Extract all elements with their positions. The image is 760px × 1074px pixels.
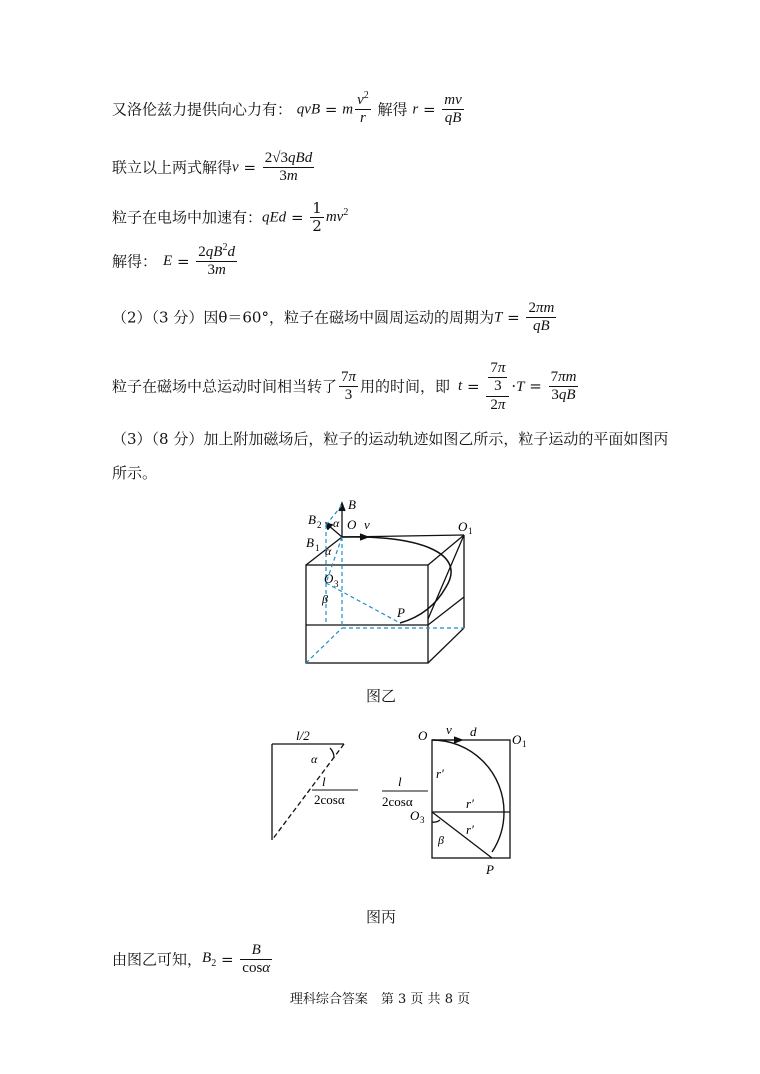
- frac-v2-r: $\frac{v^2}{r}$: [357, 90, 369, 127]
- text-part3-cont: 所示。: [112, 464, 158, 482]
- equation-line-electric: 粒子在电场中加速有：qEd = $\frac{1}{2}$ $mv^2$: [112, 199, 349, 236]
- text-time-after: 用的时间，即: [360, 377, 451, 396]
- caption-bing: 图丙: [366, 908, 397, 926]
- figure-yi: [296, 497, 496, 672]
- bing-o3: O: [410, 808, 420, 823]
- formula-qvb: qvB: [296, 101, 321, 118]
- label-b: B: [348, 497, 356, 512]
- bing-right-num: l: [398, 774, 402, 789]
- page-footer: 理科综合答案 第 3 页 共 8 页: [289, 992, 471, 1007]
- label-alpha2: α: [325, 544, 332, 558]
- bing-beta: β: [438, 833, 444, 847]
- bing-d: d: [470, 724, 477, 739]
- label-o3: O: [324, 571, 334, 586]
- bing-left-alpha: α: [311, 752, 318, 766]
- frac-compound: $\frac{\frac{7\pi}{3}}{2\pi}$: [486, 360, 509, 414]
- bing-o3-sub: 3: [420, 815, 425, 825]
- bing-r3: r′: [466, 822, 474, 837]
- label-o1: O: [458, 519, 468, 534]
- text-part3: （3）（8 分）加上附加磁场后，粒子的运动轨迹如图乙所示，粒子运动的平面如图丙: [112, 430, 669, 448]
- bing-o: O: [418, 728, 428, 743]
- text-time: 粒子在磁场中总运动时间相当转了: [112, 377, 338, 396]
- frac-b2: $\frac{B}{\cos\alpha}$: [242, 942, 271, 977]
- text-from-fig: 由图乙可知，: [112, 950, 203, 969]
- frac-period: $\frac{2\pi m}{qB}$: [528, 300, 555, 335]
- bing-r1: r′: [436, 766, 444, 781]
- caption-yi: 图乙: [366, 687, 397, 705]
- frac-time-result: $\frac{7\pi m}{3qB}$: [550, 369, 577, 404]
- label-alpha: α: [333, 516, 340, 530]
- equation-line-time: 粒子在磁场中总运动时间相当转了 $\frac{7\pi}{3}$ 用的时间，即 t = $\frac{\frac{7\pi}{3}}{2\pi}$ ·T = $\frac{7\pi m}{3qB}$: [112, 360, 577, 413]
- text-period: （2）（3 分）因θ＝60°，粒子在磁场中圆周运动的周期为: [112, 308, 494, 327]
- label-b1-sub: 1: [315, 543, 320, 553]
- figure-bing-right: [378, 722, 538, 877]
- text-solve: 解得: [377, 100, 408, 119]
- frac-7pi-3: $\frac{7\pi}{3}$: [341, 369, 357, 404]
- bing-p: P: [486, 862, 494, 877]
- label-o3-sub: 3: [334, 579, 339, 589]
- label-beta: β: [322, 592, 328, 606]
- text-combine: 联立以上两式解得: [112, 158, 233, 177]
- bing-right-den: 2cosα: [382, 794, 413, 809]
- label-o1-sub: 1: [468, 526, 473, 536]
- bing-r2: r′: [466, 796, 474, 811]
- label-b1: B: [306, 535, 314, 550]
- bing-left-num: l: [322, 774, 326, 789]
- text-accelerate: 粒子在电场中加速有：: [112, 208, 263, 227]
- frac-mv-qb: $\frac{mv}{qB}$: [444, 92, 462, 127]
- frac-e-result: $\frac{2qB^2d}{3m}$: [198, 242, 235, 279]
- text-solve-e: 解得：: [112, 252, 158, 271]
- equation-line-e: 解得： E = $\frac{2qB^2d}{3m}$: [112, 242, 235, 279]
- bing-left-den: 2cosα: [314, 792, 345, 807]
- bing-o1-sub: 1: [522, 739, 527, 749]
- text-lorentz: 又洛伦兹力提供向心力有：: [112, 100, 293, 119]
- bing-v: v: [446, 722, 452, 737]
- label-b2-sub: 2: [317, 520, 322, 530]
- label-p: P: [397, 605, 405, 620]
- figure-bing-left: [268, 730, 358, 840]
- label-v: v: [364, 517, 370, 532]
- label-b2: B: [308, 512, 316, 527]
- bing-o1: O: [512, 732, 522, 747]
- frac-half: $\frac{1}{2}$: [312, 199, 322, 236]
- equation-line-lorentz: 又洛伦兹力提供向心力有： qvB = m $\frac{v^2}{r}$ 解得 r = $\frac{mv}{qB}$: [112, 90, 462, 127]
- equation-line-v: 联立以上两式解得v = $\frac{\text{2√3qBd}}{3m}$: [112, 150, 313, 185]
- bing-left-top: l/2: [296, 728, 310, 743]
- label-o: O: [347, 517, 357, 532]
- frac-v-result: $\frac{\text{2√3qBd}}{3m}$: [264, 150, 313, 185]
- equation-line-b2: 由图乙可知，$B_2$ = $\frac{B}{\cos\alpha}$: [112, 942, 271, 977]
- equation-line-period: （2）（3 分）因θ＝60°，粒子在磁场中圆周运动的周期为T = $\frac{2\pi m}{qB}$: [112, 300, 555, 335]
